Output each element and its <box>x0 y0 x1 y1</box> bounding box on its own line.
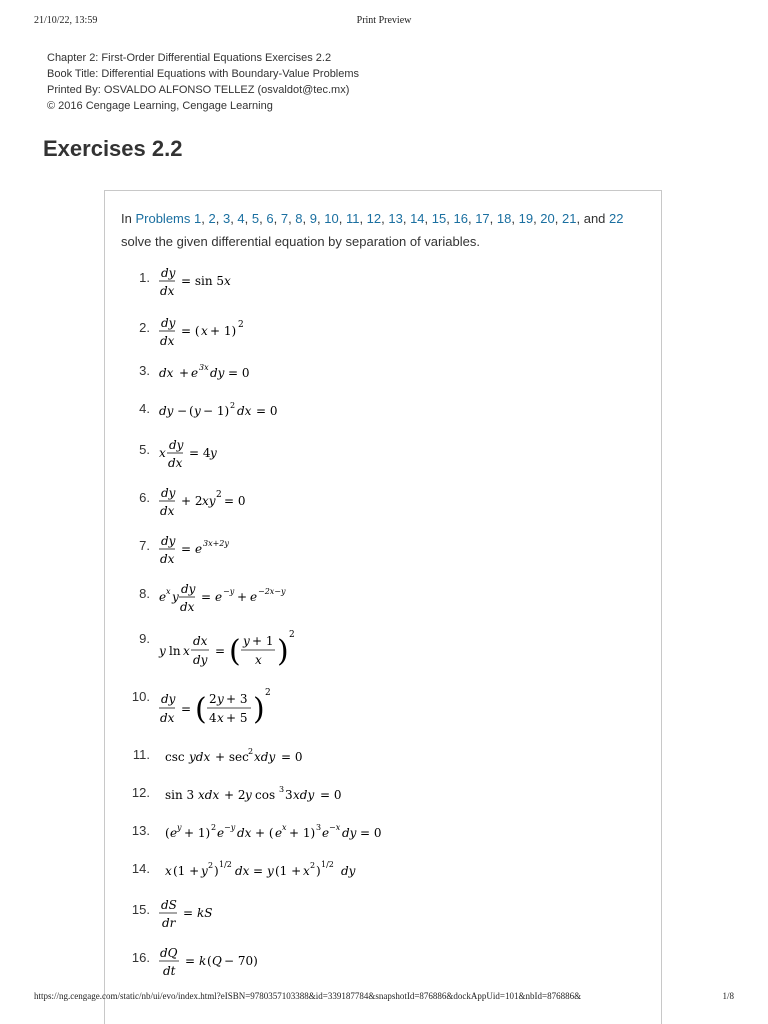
problem-15 <box>105 897 645 937</box>
svg-text:x: x <box>217 711 224 725</box>
svg-text:x: x <box>255 653 262 667</box>
svg-text:= 0: = 0 <box>360 826 382 840</box>
svg-text:dx: dx <box>160 552 175 566</box>
problem-link-18[interactable]: 18 <box>496 211 512 226</box>
problem-number: 5. <box>139 442 150 457</box>
svg-text:+ 2: + 2 <box>224 788 246 802</box>
problem-8 <box>105 581 645 621</box>
problem-number: 14. <box>131 861 150 876</box>
print-date: 21/10/22, 13:59 <box>34 15 98 26</box>
problem-link-10[interactable]: 10 <box>324 211 339 226</box>
book-title-line: Book Title: Differential Equations with Boundary-Value Problems <box>47 68 360 80</box>
svg-text:(1 +: (1 + <box>275 864 302 878</box>
svg-text:dy: dy <box>161 692 176 706</box>
equation <box>157 581 637 621</box>
problem-13 <box>105 823 645 863</box>
equation <box>157 315 637 355</box>
print-title: Print Preview <box>356 15 412 26</box>
svg-text:x: x <box>166 587 171 596</box>
svg-text:= 0: = 0 <box>228 366 250 380</box>
equation <box>157 363 637 403</box>
svg-text:= (: = ( <box>181 324 200 338</box>
svg-text:xdx: xdx <box>198 788 220 802</box>
svg-text:e: e <box>159 590 167 604</box>
problem-link-20[interactable]: 20 <box>540 211 555 226</box>
svg-text:dx: dx <box>193 634 208 648</box>
svg-text:dy: dy <box>181 582 196 596</box>
svg-text:dy: dy <box>341 864 356 878</box>
problem-number: 12. <box>131 785 150 800</box>
print-footer <box>34 991 734 1007</box>
svg-text:−x: −x <box>329 823 341 832</box>
svg-text:x: x <box>159 446 166 460</box>
svg-text:2: 2 <box>248 747 254 756</box>
svg-text:= sin 5: = sin 5 <box>181 274 225 288</box>
problem-link-11[interactable]: 11 <box>345 211 360 226</box>
svg-text:(: ( <box>195 692 207 727</box>
svg-text:+ 1): + 1) <box>184 826 211 840</box>
svg-text:− 70): − 70) <box>224 954 258 968</box>
svg-text:+ 1): + 1) <box>289 826 316 840</box>
svg-text:dy: dy <box>193 653 208 667</box>
svg-text:=: = <box>183 906 194 920</box>
svg-text:x: x <box>201 324 208 338</box>
problem-link-1[interactable]: 1 <box>194 211 202 226</box>
intro-suffix: solve the given differential equation by separation of variables. <box>121 234 480 249</box>
problem-link-9[interactable]: 9 <box>309 211 317 226</box>
svg-text:y: y <box>177 823 182 832</box>
svg-text:dx: dx <box>160 504 175 518</box>
equation <box>157 485 637 525</box>
equation <box>157 861 637 901</box>
svg-text:= 4: = 4 <box>189 446 211 460</box>
equation <box>157 897 637 937</box>
svg-text:Q: Q <box>212 954 222 968</box>
svg-text:2: 2 <box>310 861 316 870</box>
svg-text:dy: dy <box>210 366 225 380</box>
svg-text:y: y <box>210 446 217 460</box>
svg-text:y: y <box>201 864 208 878</box>
problem-link-5[interactable]: 5 <box>251 211 260 226</box>
svg-text:): ) <box>214 864 219 878</box>
problem-number: 1. <box>139 270 150 285</box>
problem-number: 16. <box>131 950 150 965</box>
svg-text:3: 3 <box>316 823 322 832</box>
svg-text:2: 2 <box>238 320 244 330</box>
problems-link[interactable]: Problems <box>135 211 191 226</box>
svg-text:(: ( <box>207 954 212 968</box>
svg-text:2: 2 <box>265 688 271 698</box>
svg-text:dy: dy <box>169 438 184 452</box>
svg-text:y: y <box>159 644 166 658</box>
problem-14 <box>105 861 645 901</box>
equation <box>157 629 637 669</box>
svg-text:1/2: 1/2 <box>219 860 232 869</box>
svg-text:−y: −y <box>224 823 236 832</box>
problem-number: 13. <box>131 823 150 838</box>
problem-link-12[interactable]: 12 <box>366 211 382 226</box>
svg-text:y: y <box>217 692 224 706</box>
problem-16 <box>105 945 645 985</box>
svg-text:e: e <box>215 590 223 604</box>
problem-link-6[interactable]: 6 <box>266 211 274 226</box>
svg-text:e: e <box>322 826 330 840</box>
svg-text:dr: dr <box>162 916 176 930</box>
svg-text:e: e <box>170 826 178 840</box>
svg-text:2: 2 <box>289 630 295 640</box>
svg-text:x: x <box>303 864 310 878</box>
svg-text:dx: dx <box>237 826 252 840</box>
svg-text:+: + <box>237 590 248 604</box>
svg-text:dQ: dQ <box>160 946 178 960</box>
svg-text:x: x <box>183 644 190 658</box>
svg-text:xdy: xdy <box>254 750 276 764</box>
problem-link-19[interactable]: 19 <box>518 211 534 226</box>
svg-text:+ 3: + 3 <box>226 692 248 706</box>
svg-text:+ (: + ( <box>255 826 274 840</box>
print-url: https://ng.cengage.com/static/nb/ui/evo/index.html?eISBN=9780357103388&id=339187784&snapshotId=876886&dockAppUid=101&nbId=876886& <box>34 991 582 1001</box>
svg-text:dy: dy <box>342 826 357 840</box>
svg-text:sin 3: sin 3 <box>165 788 195 802</box>
problem-5 <box>105 437 645 477</box>
problem-number: 7. <box>139 538 150 553</box>
svg-text:e: e <box>275 826 283 840</box>
problem-number: 6. <box>139 490 150 505</box>
svg-text:y: y <box>245 788 252 802</box>
svg-text:(: ( <box>165 826 170 840</box>
svg-text:−2x−y: −2x−y <box>258 587 286 596</box>
equation <box>157 687 637 727</box>
problem-link-17[interactable]: 17 <box>475 211 490 226</box>
svg-text:x: x <box>224 274 231 288</box>
printed-by-line: Printed By: OSVALDO ALFONSO TELLEZ (osvaldot@tec.mx) <box>47 84 350 96</box>
problem-number: 15. <box>131 902 150 917</box>
exercise-box <box>104 190 662 1024</box>
svg-text:): ) <box>316 864 321 878</box>
svg-text:+ 5: + 5 <box>226 711 248 725</box>
problem-4 <box>105 401 645 441</box>
svg-text:2: 2 <box>208 861 214 870</box>
problem-link-13[interactable]: 13 <box>388 211 403 226</box>
svg-text:dx: dx <box>160 334 175 348</box>
svg-text:=: = <box>185 954 196 968</box>
svg-text:−: − <box>177 404 188 418</box>
svg-text:2: 2 <box>211 823 217 832</box>
print-header <box>34 15 734 31</box>
svg-text:cos: cos <box>255 788 276 802</box>
problem-number: 4. <box>139 401 150 416</box>
svg-text:y: y <box>194 404 201 418</box>
svg-text:=: = <box>253 864 264 878</box>
problem-1 <box>105 265 645 305</box>
svg-text:dy: dy <box>161 316 176 330</box>
svg-text:y: y <box>172 590 179 604</box>
problem-number: 8. <box>139 586 150 601</box>
svg-text:−y: −y <box>223 587 235 596</box>
equation <box>157 823 637 863</box>
svg-text:= 0: = 0 <box>224 494 246 508</box>
equation <box>157 747 637 787</box>
svg-text:3: 3 <box>279 785 285 794</box>
svg-text:e: e <box>195 542 203 556</box>
svg-text:dx: dx <box>168 456 183 470</box>
page-title: Exercises 2.2 <box>43 136 183 161</box>
problem-link-21[interactable]: 21 <box>562 211 577 226</box>
problem-link-3[interactable]: 3 <box>222 211 231 226</box>
problem-number: 11. <box>132 747 150 762</box>
svg-text:csc: csc <box>165 750 185 764</box>
problem-link-14[interactable]: 14 <box>410 211 425 226</box>
svg-text:k: k <box>199 954 207 968</box>
svg-text:4: 4 <box>209 711 217 725</box>
svg-text:e: e <box>217 826 225 840</box>
svg-text:y: y <box>267 864 274 878</box>
svg-text:dy: dy <box>161 266 176 280</box>
problem-link-7[interactable]: 7 <box>280 211 289 226</box>
svg-text:(1 +: (1 + <box>173 864 200 878</box>
svg-text:+ sec: + sec <box>215 750 249 764</box>
svg-text:(: ( <box>189 404 194 418</box>
svg-text:e: e <box>250 590 258 604</box>
problem-link-8[interactable]: 8 <box>295 211 303 226</box>
svg-text:xy: xy <box>202 494 216 508</box>
svg-text:dx: dx <box>160 711 175 725</box>
svg-text:2: 2 <box>216 490 222 500</box>
svg-text:2: 2 <box>209 692 217 706</box>
svg-text:3x+2y: 3x+2y <box>203 539 229 548</box>
svg-text:dx: dx <box>159 366 174 380</box>
problem-12 <box>105 785 645 825</box>
svg-text:dS: dS <box>161 898 177 912</box>
svg-text:+ 2: + 2 <box>181 494 203 508</box>
svg-text:− 1): − 1) <box>203 404 230 418</box>
problem-9 <box>105 629 645 669</box>
svg-text:= 0: = 0 <box>281 750 303 764</box>
page-number: 1/8 <box>722 991 734 1001</box>
svg-text:dt: dt <box>163 964 176 978</box>
svg-text:2: 2 <box>230 401 236 410</box>
problem-link-16[interactable]: 16 <box>453 211 468 226</box>
svg-text:=: = <box>215 644 226 658</box>
svg-text:dy: dy <box>159 404 174 418</box>
svg-text:dx: dx <box>180 600 195 614</box>
svg-text:=: = <box>181 542 192 556</box>
problem-link-22[interactable]: 22 <box>609 211 624 226</box>
svg-text:3x: 3x <box>199 363 209 372</box>
equation <box>157 265 637 305</box>
svg-text:kS: kS <box>197 906 213 920</box>
svg-text:x: x <box>282 823 287 832</box>
svg-text:dx: dx <box>237 404 252 418</box>
svg-text:dx: dx <box>235 864 250 878</box>
problem-link-2[interactable]: 2 <box>208 211 216 226</box>
equation <box>157 533 637 573</box>
problem-2 <box>105 315 645 355</box>
book-metadata <box>47 50 359 114</box>
chapter-line: Chapter 2: First-Order Differential Equations Exercises 2.2 <box>47 52 332 64</box>
svg-text:xdy: xdy <box>293 788 315 802</box>
intro-and: and <box>583 211 606 226</box>
svg-text:= 0: = 0 <box>320 788 342 802</box>
svg-text:=: = <box>201 590 212 604</box>
problem-6 <box>105 485 645 525</box>
problem-11 <box>105 747 645 787</box>
svg-text:): ) <box>253 692 265 727</box>
equation <box>157 945 637 985</box>
problem-links: 1, 2, 3, 4, 5, 6, 7, 8, 9, 10, 11, 12, 13, 14, 15, 16, 17, 18, 19, 20, 21, <box>194 211 581 226</box>
svg-text:x: x <box>165 864 172 878</box>
problem-link-4[interactable]: 4 <box>237 211 245 226</box>
instructions <box>121 207 651 253</box>
problem-link-15[interactable]: 15 <box>431 211 447 226</box>
copyright-line: © 2016 Cengage Learning, Cengage Learning <box>47 100 273 112</box>
problem-3 <box>105 363 645 403</box>
problem-number: 2. <box>139 320 150 335</box>
svg-text:=: = <box>181 702 192 716</box>
svg-text:ydx: ydx <box>189 750 211 764</box>
svg-text:): ) <box>277 634 289 669</box>
svg-text:+ 1): + 1) <box>210 324 237 338</box>
svg-text:3: 3 <box>285 788 293 802</box>
svg-text:e: e <box>191 366 199 380</box>
problem-number: 9. <box>139 631 150 646</box>
problem-number: 10. <box>131 689 150 704</box>
svg-text:dy: dy <box>161 486 176 500</box>
equation <box>157 401 637 441</box>
equation <box>157 437 637 477</box>
svg-text:1/2: 1/2 <box>321 860 334 869</box>
equation <box>157 785 637 825</box>
svg-text:dx: dx <box>160 284 175 298</box>
svg-text:ln: ln <box>169 644 181 658</box>
svg-text:dy: dy <box>161 534 176 548</box>
problem-10 <box>105 687 645 727</box>
problem-number: 3. <box>139 363 150 378</box>
svg-text:+: + <box>179 366 190 380</box>
svg-text:(: ( <box>229 634 241 669</box>
svg-text:= 0: = 0 <box>256 404 278 418</box>
svg-text:+ 1: + 1 <box>252 634 274 648</box>
svg-text:y: y <box>243 634 250 648</box>
problem-7 <box>105 533 645 573</box>
intro-prefix: In <box>121 211 136 226</box>
